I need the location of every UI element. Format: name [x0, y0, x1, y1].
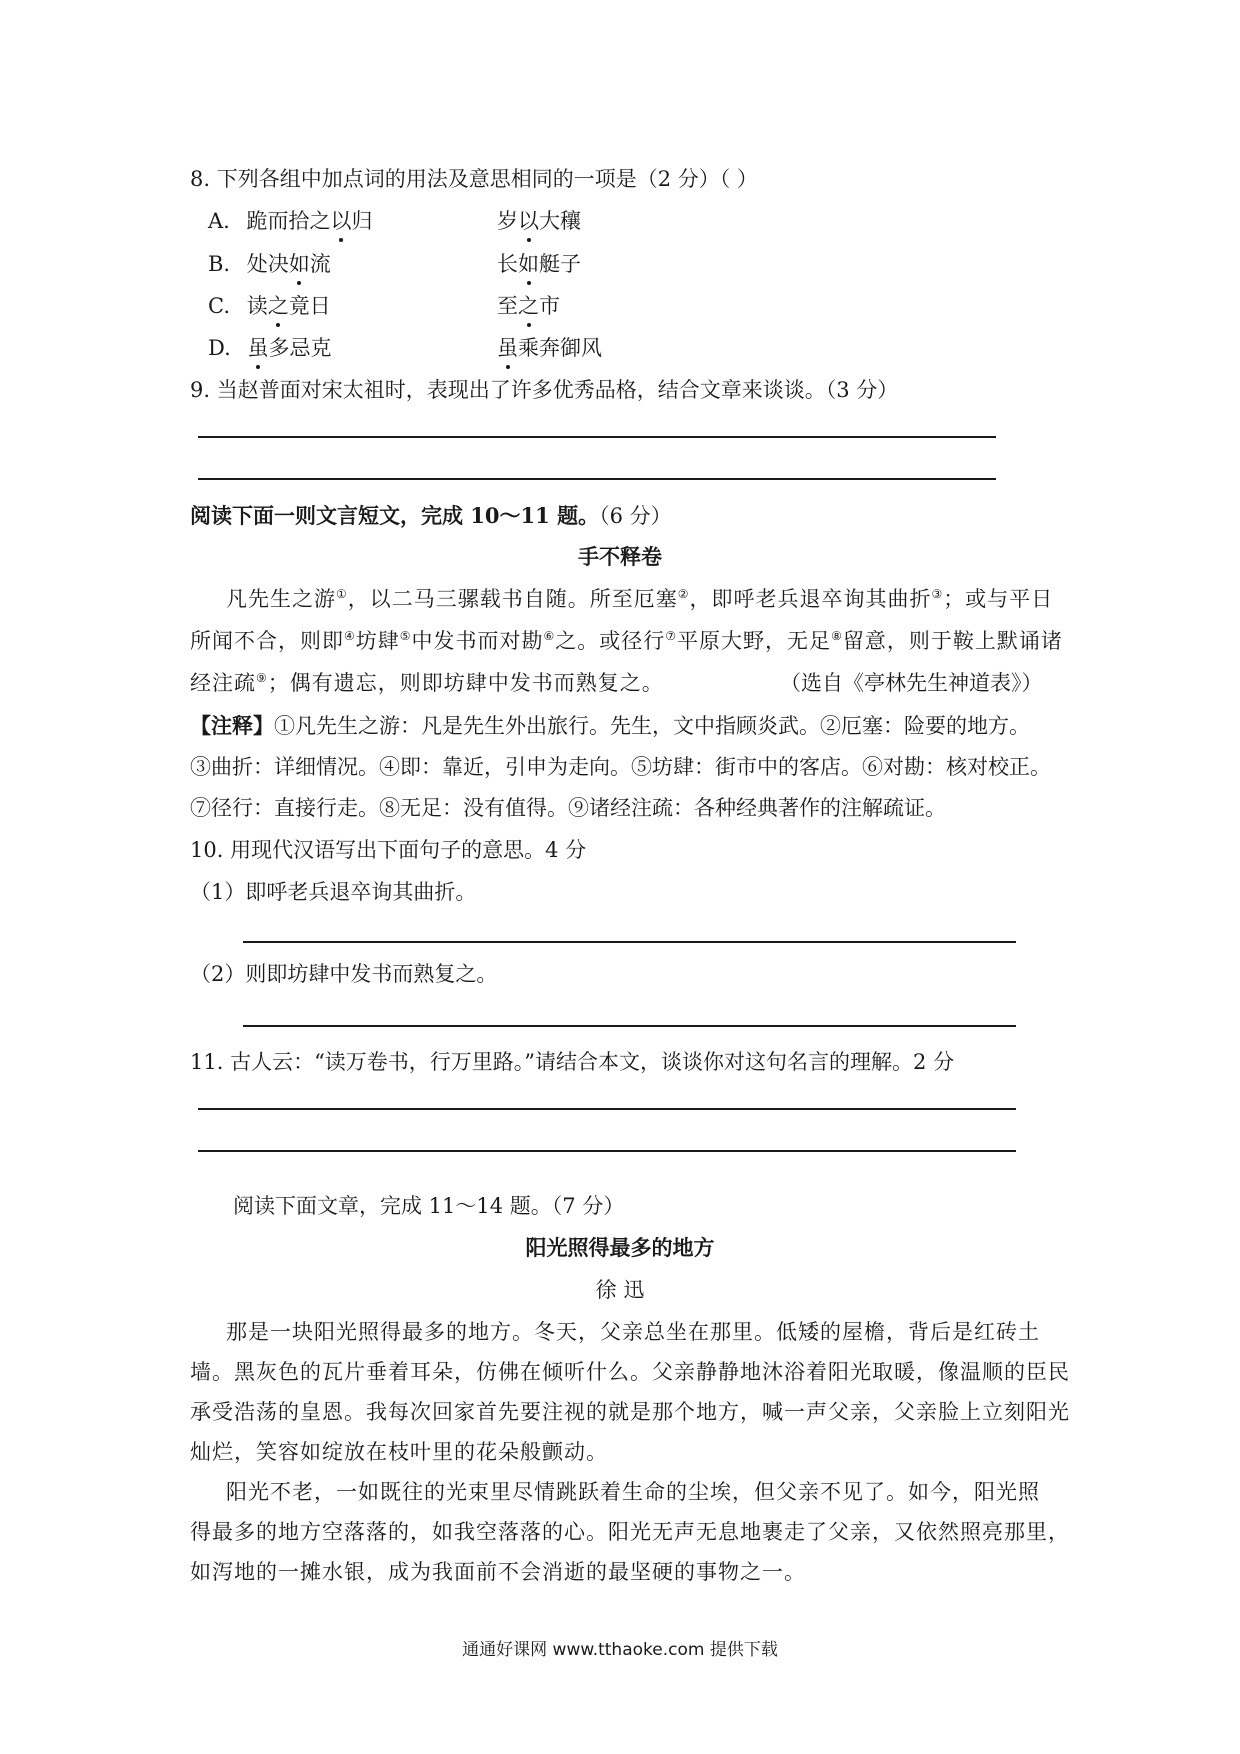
- q10-answer-line-2[interactable]: [243, 1025, 1016, 1027]
- q8-option-a: [208, 205, 373, 235]
- q9-answer-line-1[interactable]: [198, 436, 996, 438]
- prose-p1-line-4: 灿烂，笑容如绽放在枝叶里的花朵般颤动。: [190, 1440, 608, 1464]
- q9-stem: 9. 当赵普面对宋太祖时，表现出了许多优秀品格，结合文章来谈谈。（3 分）: [190, 378, 899, 402]
- q10-stem: 10. 用现代汉语写出下面句子的意思。4 分: [190, 838, 587, 862]
- page-footer: 通通好课网 www.tthaoke.com 提供下载: [462, 1640, 778, 1660]
- notes-label: 【注释】: [190, 713, 274, 738]
- option-left-text: 读之竟日: [247, 294, 331, 318]
- q11-answer-line-2[interactable]: [198, 1150, 1016, 1152]
- section2-title: 手不释卷: [578, 544, 662, 569]
- option-letter: D.: [208, 336, 231, 360]
- section3-intro: 阅读下面文章，完成 11～14 题。（7 分）: [233, 1194, 625, 1218]
- section3-title: 阳光照得最多的地方: [525, 1235, 715, 1260]
- option-left-text: 虽多忌克: [247, 336, 331, 360]
- q8-option-b: [208, 248, 331, 278]
- q8-option-c-right: 至之市: [497, 290, 560, 320]
- option-left-text: 跪而拾之以归: [247, 209, 373, 233]
- passage-line-3: 经注疏⑨；偶有遗忘，则即坊肆中发书而熟复之。: [190, 671, 664, 695]
- notes-line-1: 【注释】①凡先生之游：凡是先生外出旅行。先生，文中指顾炎武。②厄塞：险要的地方。: [190, 713, 1030, 738]
- passage-source: （选自《亭林先生神道表》）: [780, 671, 1043, 695]
- q8-option-c: [208, 290, 331, 320]
- q8-option-a-right: 岁以大穰: [497, 205, 581, 235]
- notes-line-3: ⑦径行：直接行走。⑧无足：没有值得。⑨诸经注疏：各种经典著作的注解疏证。: [190, 796, 946, 820]
- option-letter: C.: [208, 294, 230, 318]
- q10-sentence-1: （1）即呼老兵退卒询其曲折。: [190, 880, 477, 904]
- prose-p1-line-2: 墙。黑灰色的瓦片垂着耳朵，仿佛在倾听什么。父亲静静地沐浴着阳光取暖，像温顺的臣民: [190, 1360, 1070, 1384]
- prose-p1-line-1: 那是一块阳光照得最多的地方。冬天，父亲总坐在那里。低矮的屋檐，背后是红砖土: [226, 1320, 1040, 1344]
- option-left-text: 处决如流: [247, 252, 331, 276]
- q8-option-d-right: 虽乘奔御风: [497, 332, 602, 362]
- q8-stem: 8. 下列各组中加点词的用法及意思相同的一项是（2 分）（ ）: [190, 167, 758, 191]
- q9-answer-line-2[interactable]: [198, 478, 996, 480]
- passage-line-1: 凡先生之游①，以二马三骡载书自随。所至厄塞②，即呼老兵退卒询其曲折③；或与平日: [226, 587, 1054, 611]
- q8-option-b-right: 长如艇子: [497, 248, 581, 278]
- q10-answer-line-1[interactable]: [243, 941, 1016, 943]
- notes-line-2: ③曲折：详细情况。④即：靠近，引申为走向。⑤坊肆：街市中的客店。⑥对勘：核对校正。: [190, 755, 1051, 779]
- q11-stem: 11. 古人云：“读万卷书，行万里路。”请结合本文，谈谈你对这句名言的理解。2 分: [190, 1050, 955, 1074]
- option-letter: B.: [208, 252, 231, 276]
- q11-answer-line-1[interactable]: [198, 1108, 1016, 1110]
- passage-line-2: 所闻不合，则即④坊肆⑤中发书而对勘⑥之。或径行⑦平原大野，无足⑧留意，则于鞍上默诵诸: [190, 629, 1063, 653]
- prose-p2-line-2: 得最多的地方空落落的，如我空落落的心。阳光无声无息地裹走了父亲，又依然照亮那里，: [190, 1520, 1070, 1544]
- prose-p2-line-1: 阳光不老，一如既往的光束里尽情跳跃着生命的尘埃，但父亲不见了。如今，阳光照: [226, 1480, 1040, 1504]
- q8-option-d: [208, 332, 331, 362]
- section2-intro: 阅读下面一则文言短文，完成 10～11 题。（6 分）: [190, 503, 672, 528]
- prose-p1-line-3: 承受浩荡的皇恩。我每次回家首先要注视的就是那个地方，喊一声父亲，父亲脸上立刻阳光: [190, 1400, 1070, 1424]
- section3-author: 徐 迅: [595, 1278, 645, 1302]
- q10-sentence-2: （2）则即坊肆中发书而熟复之。: [190, 962, 498, 986]
- prose-p2-line-3: 如泻地的一摊水银，成为我面前不会消逝的最坚硬的事物之一。: [190, 1560, 806, 1584]
- option-letter: A.: [208, 209, 230, 233]
